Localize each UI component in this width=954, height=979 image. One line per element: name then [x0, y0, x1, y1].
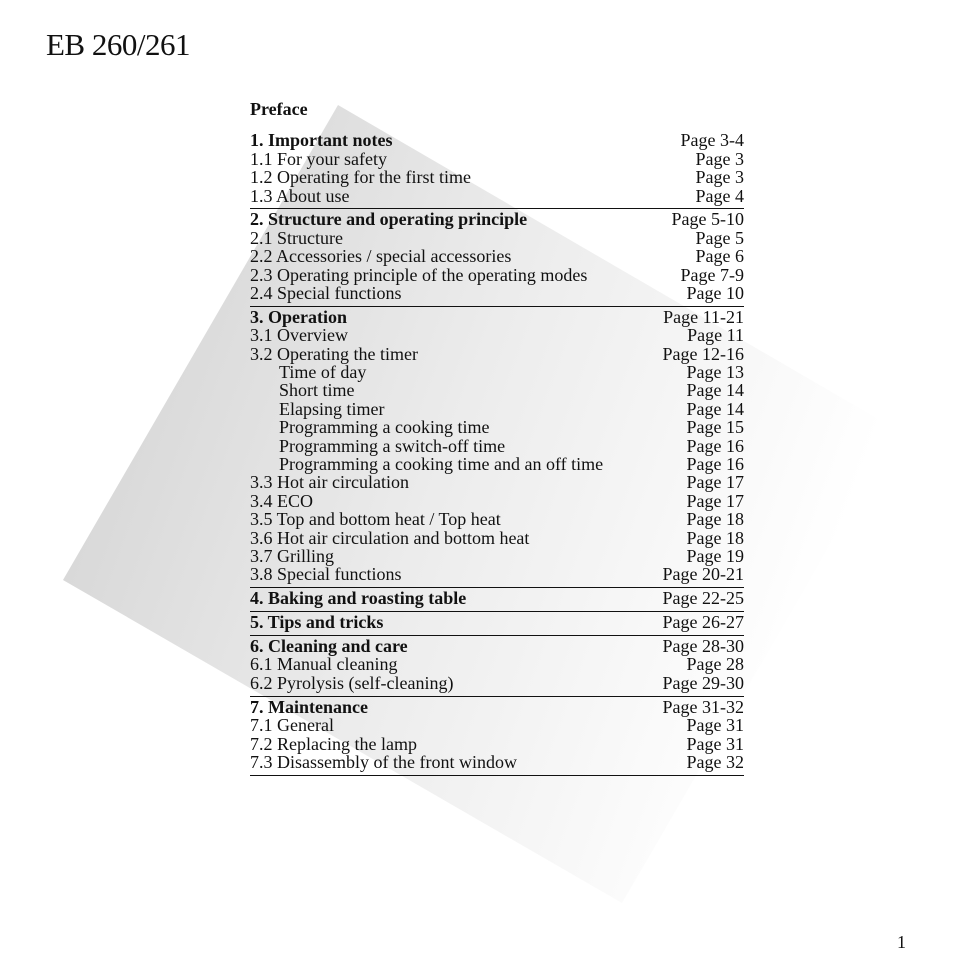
toc-entry-page: Page 14: [686, 380, 744, 401]
toc-entry-label: Time of day: [279, 362, 367, 383]
toc-entry[interactable]: [250, 150, 744, 168]
toc-entry-page: Page 13: [686, 362, 744, 383]
toc-entry-label: 7.3 Disassembly of the front window: [250, 751, 517, 772]
toc-entry[interactable]: [250, 326, 744, 344]
toc-entry[interactable]: [250, 418, 744, 436]
toc-entry-label: 7.2 Replacing the lamp: [250, 733, 417, 754]
toc-entry-page: Page 3: [695, 167, 744, 188]
toc-section: [250, 696, 744, 776]
toc-entry-page: Page 29-30: [662, 672, 744, 693]
toc-entry[interactable]: [250, 168, 744, 186]
toc-entry-label: 2.4 Special functions: [250, 283, 402, 304]
toc-entry-label: 2. Structure and operating principle: [250, 209, 528, 230]
toc-entry-page: Page 31: [686, 715, 744, 736]
toc-section: [250, 208, 744, 305]
toc-entry-label: 7. Maintenance: [250, 696, 368, 717]
toc-entry[interactable]: [250, 674, 744, 692]
toc-section-heading[interactable]: [250, 589, 744, 607]
toc-entry-page: Page 14: [686, 398, 744, 419]
toc-entry-page: Page 3-4: [680, 130, 744, 151]
toc-entry-page: Page 4: [695, 185, 744, 206]
toc-entry-label: 4. Baking and roasting table: [250, 588, 467, 609]
toc-entry[interactable]: [250, 473, 744, 491]
toc-entry-page: Page 17: [686, 490, 744, 511]
toc-entry-page: Page 16: [686, 435, 744, 456]
toc-entry-page: Page 17: [686, 472, 744, 493]
toc-section-heading[interactable]: [250, 210, 744, 228]
toc-entry-label: 1.2 Operating for the first time: [250, 167, 471, 188]
toc-entry-label: Short time: [279, 380, 355, 401]
toc-entry-label: 6.2 Pyrolysis (self-cleaning): [250, 672, 454, 693]
toc-entry-page: Page 12-16: [662, 343, 744, 364]
toc-entry-label: Programming a cooking time and an off time: [279, 454, 604, 475]
toc-entry[interactable]: [250, 229, 744, 247]
toc-entry-page: Page 32: [686, 751, 744, 772]
toc-entry-label: 1. Important notes: [250, 130, 393, 151]
toc-entry-page: Page 19: [686, 545, 744, 566]
toc-entry-page: Page 15: [686, 417, 744, 438]
toc-entry[interactable]: [250, 529, 744, 547]
toc-entry[interactable]: [250, 247, 744, 265]
toc-entry[interactable]: [250, 735, 744, 753]
toc-entry-label: Elapsing timer: [279, 398, 385, 419]
toc-section: [250, 635, 744, 696]
document-title: EB 260/261: [46, 27, 190, 62]
toc-section: [250, 306, 744, 587]
toc-entry-label: 3.1 Overview: [250, 325, 348, 346]
toc-entry-label: 2.2 Accessories / special accessories: [250, 246, 512, 267]
preface-heading: Preface: [250, 99, 308, 119]
toc-entry[interactable]: [250, 716, 744, 734]
toc-entry-label: 2.1 Structure: [250, 227, 343, 248]
toc-entry-page: Page 11: [687, 325, 744, 346]
toc-entry-page: Page 7-9: [680, 264, 744, 285]
toc-entry-page: Page 16: [686, 454, 744, 475]
toc-entry-label: 5. Tips and tricks: [250, 612, 384, 633]
toc-section: [250, 131, 744, 208]
toc-entry[interactable]: [250, 437, 744, 455]
toc-entry-label: 3.7 Grilling: [250, 545, 334, 566]
toc-entry[interactable]: [250, 284, 744, 302]
toc-entry-page: Page 28: [686, 654, 744, 675]
toc-entry-page: Page 31-32: [662, 696, 744, 717]
toc-entry[interactable]: [250, 510, 744, 528]
toc-entry-label: Programming a switch-off time: [279, 435, 506, 456]
toc-entry-page: Page 20-21: [662, 564, 744, 585]
toc-entry[interactable]: [250, 655, 744, 673]
toc-entry-label: 3.3 Hot air circulation: [250, 472, 409, 493]
table-of-contents: [250, 100, 744, 776]
toc-entry-label: 3.5 Top and bottom heat / Top heat: [250, 509, 501, 530]
toc-section-heading[interactable]: [250, 308, 744, 326]
toc-entry-page: Page 28-30: [662, 636, 744, 657]
toc-entry[interactable]: [250, 565, 744, 583]
toc-entry[interactable]: [250, 753, 744, 771]
toc-entry-page: Page 6: [695, 246, 744, 267]
toc-section-heading[interactable]: [250, 613, 744, 631]
toc-entry-label: 3.2 Operating the timer: [250, 343, 418, 364]
toc-entry-page: Page 5: [695, 227, 744, 248]
toc-section: [250, 611, 744, 635]
toc-section: [250, 587, 744, 611]
toc-entry-label: 1.3 About use: [250, 185, 350, 206]
toc-entry[interactable]: [250, 455, 744, 473]
toc-entry[interactable]: [250, 400, 744, 418]
toc-entry-page: Page 18: [686, 509, 744, 530]
toc-entry-label: Programming a cooking time: [279, 417, 490, 438]
page-number: 1: [897, 932, 906, 952]
toc-entry-page: Page 3: [695, 148, 744, 169]
toc-entry-label: 6.1 Manual cleaning: [250, 654, 398, 675]
toc-entry[interactable]: [250, 345, 744, 363]
toc-section-heading[interactable]: [250, 698, 744, 716]
toc-entry-page: Page 10: [686, 283, 744, 304]
toc-entry-page: Page 22-25: [662, 588, 744, 609]
toc-entry[interactable]: [250, 266, 744, 284]
toc-entry-label: 2.3 Operating principle of the operating modes: [250, 264, 588, 285]
toc-entry[interactable]: [250, 492, 744, 510]
toc-entry[interactable]: [250, 547, 744, 565]
toc-entry-label: 7.1 General: [250, 715, 334, 736]
toc-section-heading[interactable]: [250, 131, 744, 149]
toc-entry[interactable]: [250, 363, 744, 381]
toc-entry-label: 6. Cleaning and care: [250, 636, 408, 657]
toc-entry[interactable]: [250, 187, 744, 205]
toc-section-heading[interactable]: [250, 637, 744, 655]
toc-entry-page: Page 18: [686, 527, 744, 548]
toc-entry-label: 3.6 Hot air circulation and bottom heat: [250, 527, 530, 548]
toc-entry[interactable]: [250, 381, 744, 399]
toc-entry-label: 3.4 ECO: [250, 490, 313, 511]
toc-entry-page: Page 31: [686, 733, 744, 754]
toc-entry-page: Page 26-27: [662, 612, 744, 633]
toc-entry-label: 3.8 Special functions: [250, 564, 402, 585]
toc-entry-label: 3. Operation: [250, 306, 347, 327]
toc-entry-label: 1.1 For your safety: [250, 148, 387, 169]
toc-entry-page: Page 5-10: [671, 209, 744, 230]
toc-entry-page: Page 11-21: [663, 306, 744, 327]
